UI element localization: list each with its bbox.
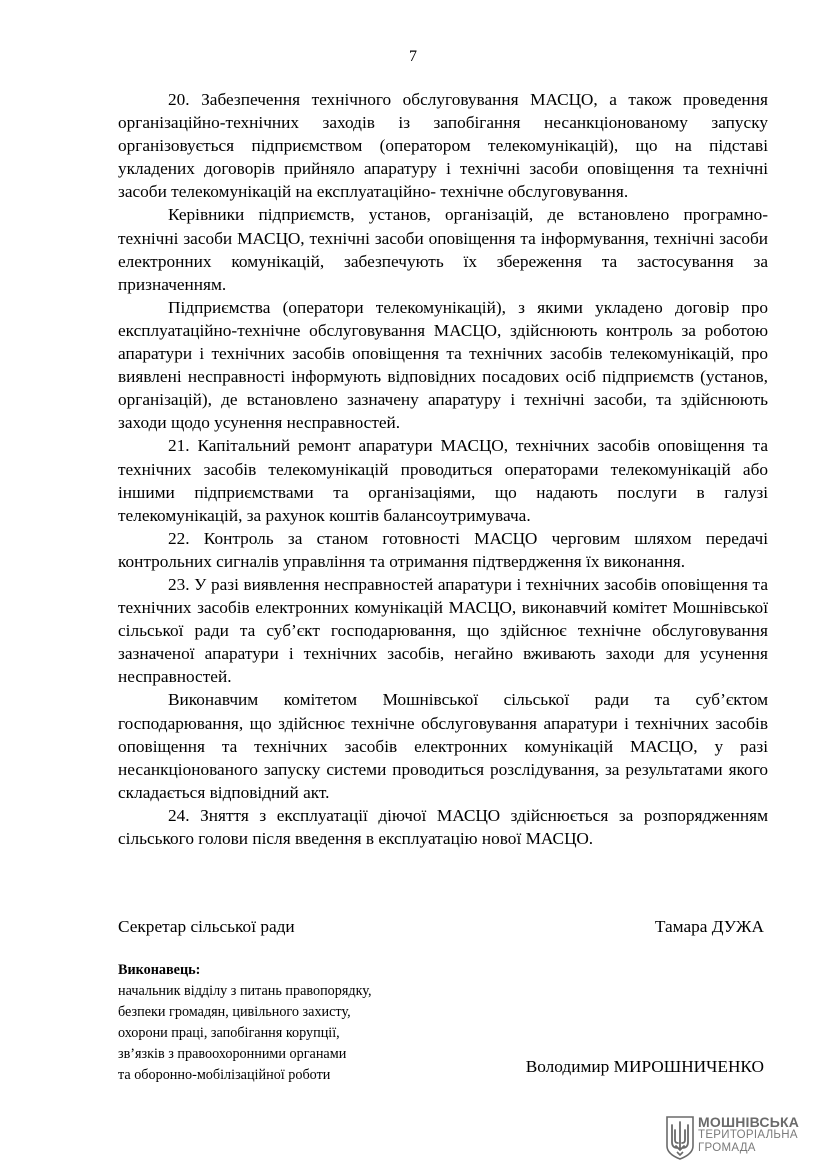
secretary-signature-row xyxy=(118,917,764,937)
trident-coat-of-arms-icon xyxy=(666,1116,694,1160)
community-logo xyxy=(666,1116,799,1160)
paragraph-22: 22. Контроль за станом готовності МАСЦО черговим шляхом передачі контрольних сигналів управління та отримання підтвердження їх виконання. xyxy=(118,528,768,571)
logo-line-3: ГРОМАДА xyxy=(698,1142,756,1154)
document-body xyxy=(118,88,768,850)
executor-line: безпеки громадян, цивільного захисту, xyxy=(118,1004,351,1020)
executor-line: охорони праці, запобігання корупції, xyxy=(118,1025,340,1041)
logo-text xyxy=(698,1116,799,1155)
paragraph-managers: Керівники підприємств, установ, організацій, де встановлено програмно-технічні засоби МАСЦО, технічні засоби оповіщення та інформування, технічні засоби електронних комунікацій, забезпечують їх збереження та застосування за призначенням. xyxy=(118,205,768,294)
paragraph-investigation: Виконавчим комітетом Мошнівської сільської ради та суб’єктом господарювання, що здійснює технічне обслуговування апаратури і технічних засобів оповіщення та технічних засобів електронних комунікацій МАСЦО, у разі несанкціонованого запуску системи проводиться розслідування, за результатами якого складається відповідний акт. xyxy=(118,690,768,802)
paragraph-20: 20. Забезпечення технічного обслуговування МАСЦО, а також проведення організаційно-технічних заходів із запобігання несанкціонованому запуску організовується підприємством (оператором телекомунікацій), що на підставі укладених договорів прийняло апаратуру і технічні засоби оповіщення та технічні засоби телекомунікацій на експлуатаційно- технічне обслуговування. xyxy=(118,90,768,202)
page-number: 7 xyxy=(409,48,417,65)
secretary-name: Тамара ДУЖА xyxy=(654,917,764,936)
executor-block xyxy=(118,960,438,1086)
secretary-position: Секретар сільської ради xyxy=(118,917,295,936)
executor-line: начальник відділу з питань правопорядку, xyxy=(118,983,372,999)
paragraph-21: 21. Капітальний ремонт апаратури МАСЦО, технічних засобів оповіщення та технічних засобів телекомунікацій проводиться операторами телекомунікацій або іншими підприємствами та організаціями, що надають послуги в галузі телекомунікацій, за рахунок коштів балансоутримувача. xyxy=(118,436,768,525)
executor-name: Володимир МИРОШНИЧЕНКО xyxy=(525,1057,764,1076)
executor-line: зв’язків з правоохоронними органами xyxy=(118,1046,347,1062)
logo-line-2: ТЕРИТОРІАЛЬНА xyxy=(698,1129,798,1141)
paragraph-operators: Підприємства (оператори телекомунікацій), з якими укладено договір про експлуатаційно-технічне обслуговування МАСЦО, здійснюють контроль за роботою апаратури і технічних засобів оповіщення та технічних засобів телекомунікацій, про виявлені несправності інформують відповідних посадових осіб підприємств (установ, організацій), де встановлено зазначену апаратуру і технічні засоби, та здійснюють заходи щодо усунення несправностей. xyxy=(118,297,768,433)
executor-line: та оборонно-мобілізаційної роботи xyxy=(118,1067,331,1083)
paragraph-24: 24. Зняття з експлуатації діючої МАСЦО здійснюється за розпорядженням сільського голови після введення в експлуатацію нової МАСЦО. xyxy=(118,805,768,848)
logo-line-1: МОШНІВСЬКА xyxy=(698,1114,800,1130)
paragraph-23: 23. У разі виявлення несправностей апаратури і технічних засобів оповіщення та технічних засобів електронних комунікацій МАСЦО, виконавчий комітет Мошнівської сільської ради та суб’єкт господарювання, що здійснює технічне обслуговування зазначеної апаратури і технічних засобів, негайно вживають заходи для усунення несправностей. xyxy=(118,574,768,687)
executor-heading: Виконавець: xyxy=(118,962,201,978)
